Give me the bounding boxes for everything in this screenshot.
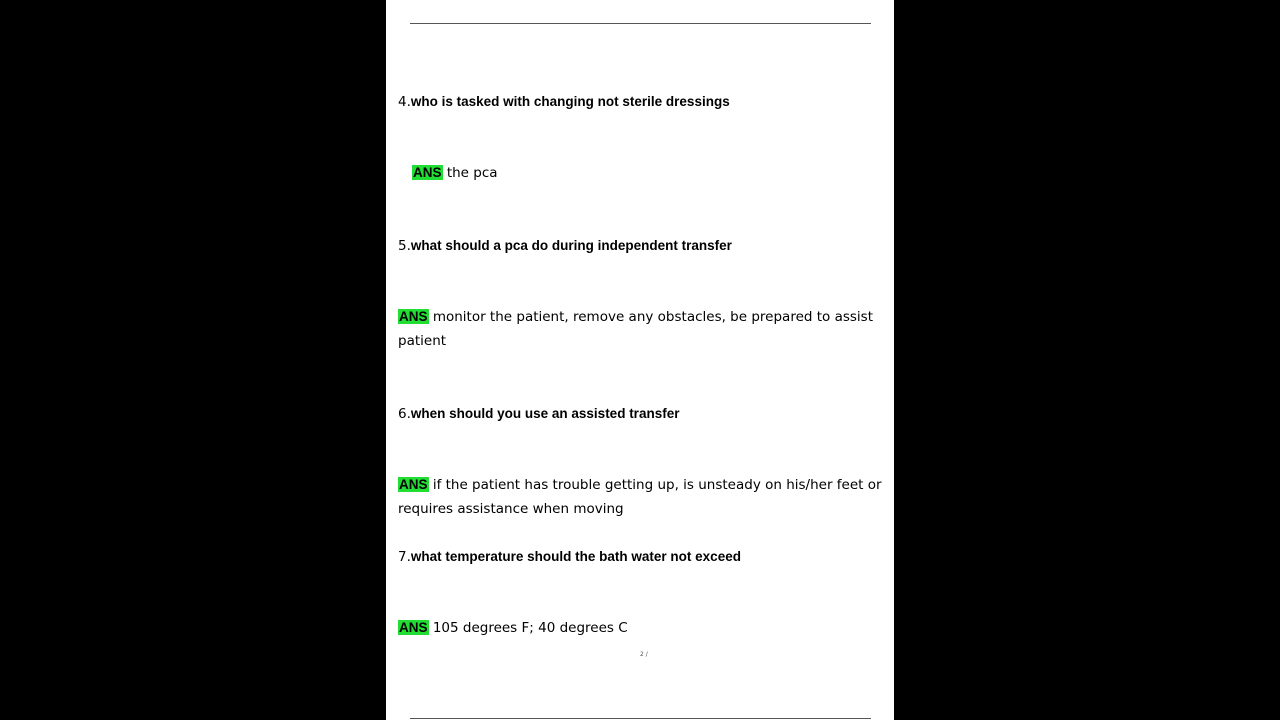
answer-text: if the patient has trouble getting up, is unsteady on his/her feet or requires assistance when moving [398,477,882,517]
top-rule [410,23,871,24]
answer-text: monitor the patient, remove any obstacles, be prepared to assist patient [398,309,873,349]
answer-label: ANS [399,477,428,492]
answer-label: ANS [413,165,442,180]
answer-text: the pca [446,165,498,181]
question-text: what temperature should the bath water not exceed [410,549,741,564]
answer-6 [398,473,890,521]
question-5 [398,237,732,255]
question-text: who is tasked with changing not sterile dressings [410,94,730,109]
question-4 [398,93,730,111]
question-number: 7. [398,549,411,565]
answer-5 [398,305,890,353]
document-page [386,0,894,720]
question-7 [398,548,741,566]
answer-7 [398,616,890,640]
answer-4 [412,161,904,185]
question-text: when should you use an assisted transfer [410,406,680,421]
bottom-rule [410,718,871,719]
answer-text: 105 degrees F; 40 degrees C [432,620,628,636]
answer-label: ANS [399,309,428,324]
question-text: what should a pca do during independent transfer [410,238,732,253]
question-6 [398,405,679,423]
question-number: 5. [398,238,411,254]
question-number: 4. [398,94,411,110]
answer-label: ANS [399,620,428,635]
question-number: 6. [398,406,411,422]
page-number: 2 / [640,651,648,658]
